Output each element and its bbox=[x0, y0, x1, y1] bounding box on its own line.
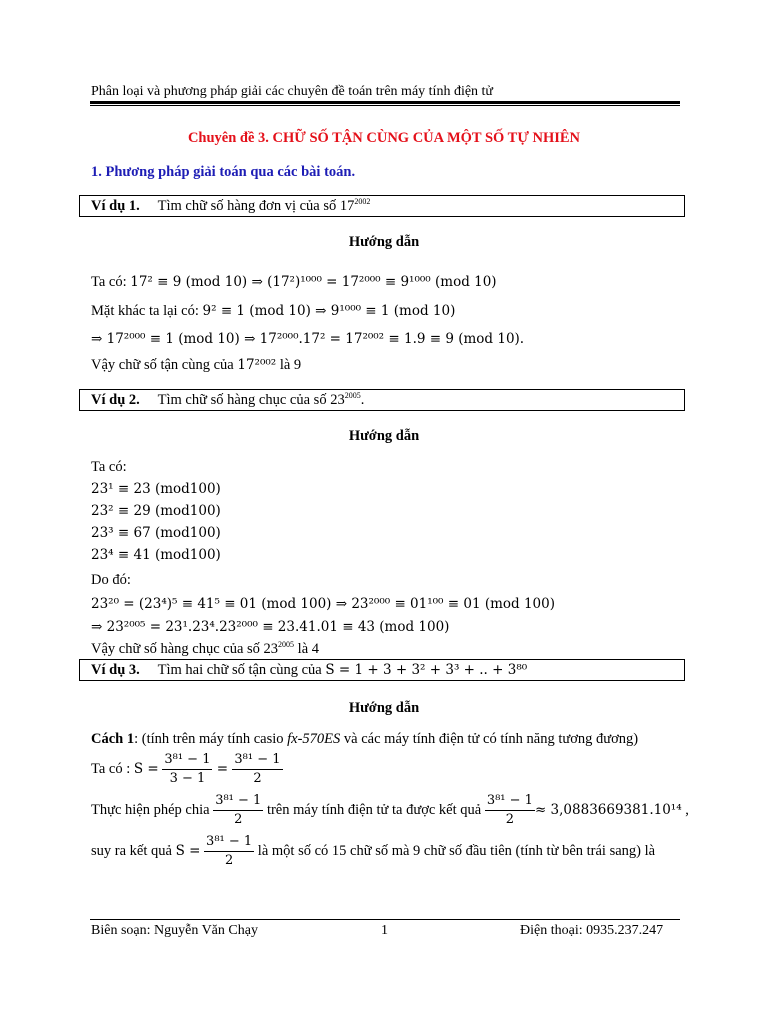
ex3-perform-a: Thực hiện phép chia bbox=[91, 801, 214, 818]
guide-heading-1: Hướng dẫn bbox=[348, 234, 420, 250]
ex1-conclusion-suffix: là 9 bbox=[276, 357, 302, 373]
footer-author: Biên soạn: Nguyễn Văn Chạy bbox=[91, 923, 258, 938]
ex2-line-3: 23³ ≡ 67 (mod100) bbox=[91, 525, 221, 541]
ex3-fraction-1-den: 3 − 1 bbox=[169, 771, 206, 786]
ex3-s-equals: S = bbox=[133, 760, 159, 777]
footer-rule bbox=[90, 919, 680, 920]
ex2-conclusion bbox=[91, 641, 319, 658]
ex2-line-6: ⇒ 23²⁰⁰⁵ = 23¹.23⁴.23²⁰⁰⁰ ≡ 23.41.01 ≡ 43 (mod 100) bbox=[91, 619, 450, 635]
example-2-exponent: 2005 bbox=[344, 391, 361, 400]
ex3-fraction-1 bbox=[162, 751, 212, 788]
ex1-line-3: ⇒ 17²⁰⁰⁰ ≡ 1 (mod 10) ⇒ 17²⁰⁰⁰.17² = 17²⁰⁰² ≡ 1.9 ≡ 9 (mod 10). bbox=[91, 331, 525, 347]
ex3-fraction-4-den: 2 bbox=[505, 812, 515, 827]
ex2-line-4: 23⁴ ≡ 41 (mod100) bbox=[91, 547, 221, 563]
ex3-suy-line bbox=[91, 833, 655, 870]
ex2-conclusion-prefix: Vậy chữ số hàng chục của số 23 bbox=[91, 641, 279, 657]
page-number: 1 bbox=[381, 923, 388, 938]
ex3-perform-b: trên máy tính điện tử ta được kết quả bbox=[263, 801, 485, 818]
ex2-conclusion-exponent: 2005 bbox=[278, 640, 295, 649]
example-2-box bbox=[79, 389, 685, 411]
ex1-conclusion-math: 17²⁰⁰² bbox=[237, 357, 277, 373]
example-2-suffix: . bbox=[360, 392, 365, 408]
example-1-box bbox=[79, 195, 685, 217]
ex2-line-2: 23² ≡ 29 (mod100) bbox=[91, 503, 221, 519]
header-rule bbox=[90, 101, 680, 104]
chapter-title: Chuyên đề 3. CHỮ SỐ TẬN CÙNG CỦA MỘT SỐ TỰ NHIÊN bbox=[187, 130, 581, 146]
example-3-box bbox=[79, 659, 685, 681]
example-3-text: Tìm hai chữ số tận cùng của bbox=[157, 662, 326, 678]
ex3-perform-c: , bbox=[681, 801, 689, 818]
ex3-taco: Ta có : bbox=[91, 760, 134, 777]
ex3-fraction-5-num: 3⁸¹ − 1 bbox=[204, 833, 254, 852]
example-3-label: Ví dụ 3. bbox=[91, 662, 140, 678]
guide-heading-3: Hướng dẫn bbox=[348, 700, 420, 716]
ex1-conclusion-prefix: Vậy chữ số tận cùng của bbox=[91, 357, 238, 373]
ex3-suy-s: S = bbox=[175, 842, 201, 859]
ex3-method-1 bbox=[91, 731, 638, 748]
ex3-fraction-5 bbox=[204, 833, 254, 870]
ex3-fraction-2 bbox=[232, 751, 282, 788]
ex3-fraction-2-den: 2 bbox=[253, 771, 262, 786]
ex1-line-2-prefix: Mặt khác ta lại có: bbox=[91, 303, 203, 319]
ex3-fraction-5-den: 2 bbox=[224, 853, 234, 868]
ex3-method-1-text-b: và các máy tính điện tử có tính năng tương đương) bbox=[340, 731, 639, 747]
section-heading: 1. Phương pháp giải toán qua các bài toán. bbox=[91, 164, 356, 180]
ex2-therefore: Do đó: bbox=[91, 572, 131, 588]
ex2-conclusion-suffix: là 4 bbox=[294, 641, 320, 657]
ex3-fraction-4-num: 3⁸¹ − 1 bbox=[485, 792, 535, 811]
ex3-fraction-3-den: 2 bbox=[234, 812, 243, 827]
ex3-fraction-1-num: 3⁸¹ − 1 bbox=[162, 751, 212, 770]
guide-heading-2: Hướng dẫn bbox=[348, 428, 420, 444]
ex2-line-1: 23¹ ≡ 23 (mod100) bbox=[91, 481, 221, 497]
ex3-suy-a: suy ra kết quả bbox=[91, 842, 176, 859]
ex3-fraction-3 bbox=[213, 792, 263, 829]
header-rule-thin bbox=[90, 105, 680, 106]
ex1-conclusion bbox=[91, 357, 301, 374]
example-3-math: S = 1 + 3 + 3² + 3³ + .. + 3⁸⁰ bbox=[325, 662, 528, 678]
ex2-line-5: 23²⁰ = (23⁴)⁵ ≡ 41⁵ ≡ 01 (mod 100) ⇒ 23²⁰⁰⁰ ≡ 01¹⁰⁰ ≡ 01 (mod 100) bbox=[91, 596, 555, 612]
example-2-label: Ví dụ 2. bbox=[91, 392, 140, 408]
ex1-line-2 bbox=[91, 303, 455, 320]
ex3-fraction-4 bbox=[485, 792, 535, 829]
ex2-intro: Ta có: bbox=[91, 459, 127, 475]
ex3-method-1-text-a: : (tính trên máy tính casio bbox=[134, 731, 288, 747]
example-1-label: Ví dụ 1. bbox=[91, 198, 140, 214]
ex3-fraction-3-num: 3⁸¹ − 1 bbox=[213, 792, 263, 811]
ex1-line-1-prefix: Ta có: bbox=[91, 274, 131, 290]
ex3-fraction-2-num: 3⁸¹ − 1 bbox=[232, 751, 282, 770]
ex3-method-1-label: Cách 1 bbox=[91, 731, 135, 747]
running-header: Phân loại và phương pháp giải các chuyên đề toán trên máy tính điện tử bbox=[91, 84, 494, 99]
ex3-taco-line: Ta có : S = $\frac{\text{3⁸¹ − 1}}{3 - 1}$ = $\frac{\text{3⁸¹ − 1}}{2}$ bbox=[91, 752, 281, 786]
footer-phone: Điện thoại: 0935.237.247 bbox=[520, 923, 664, 938]
example-1-exponent: 2002 bbox=[354, 197, 371, 206]
ex3-perform-line bbox=[91, 792, 689, 829]
ex1-line-1 bbox=[91, 274, 497, 291]
ex3-calculator-model: fx-570ES bbox=[287, 731, 341, 747]
ex3-suy-b: là một số có 15 chữ số mà 9 chữ số đầu tiên (tính từ bên trái sang) là bbox=[254, 842, 656, 859]
ex1-line-1-math: 17² ≡ 9 (mod 10) ⇒ (17²)¹⁰⁰⁰ = 17²⁰⁰⁰ ≡ 9¹⁰⁰⁰ (mod 10) bbox=[130, 274, 497, 290]
example-1-text: Tìm chữ số hàng đơn vị của số 17 bbox=[157, 198, 355, 214]
ex1-line-2-math: 9² ≡ 1 (mod 10) ⇒ 9¹⁰⁰⁰ ≡ 1 (mod 10) bbox=[202, 303, 456, 319]
ex3-approx: ≈ 3,0883669381.10¹⁴ bbox=[534, 801, 682, 818]
example-2-text: Tìm chữ số hàng chục của số 23 bbox=[157, 392, 345, 408]
